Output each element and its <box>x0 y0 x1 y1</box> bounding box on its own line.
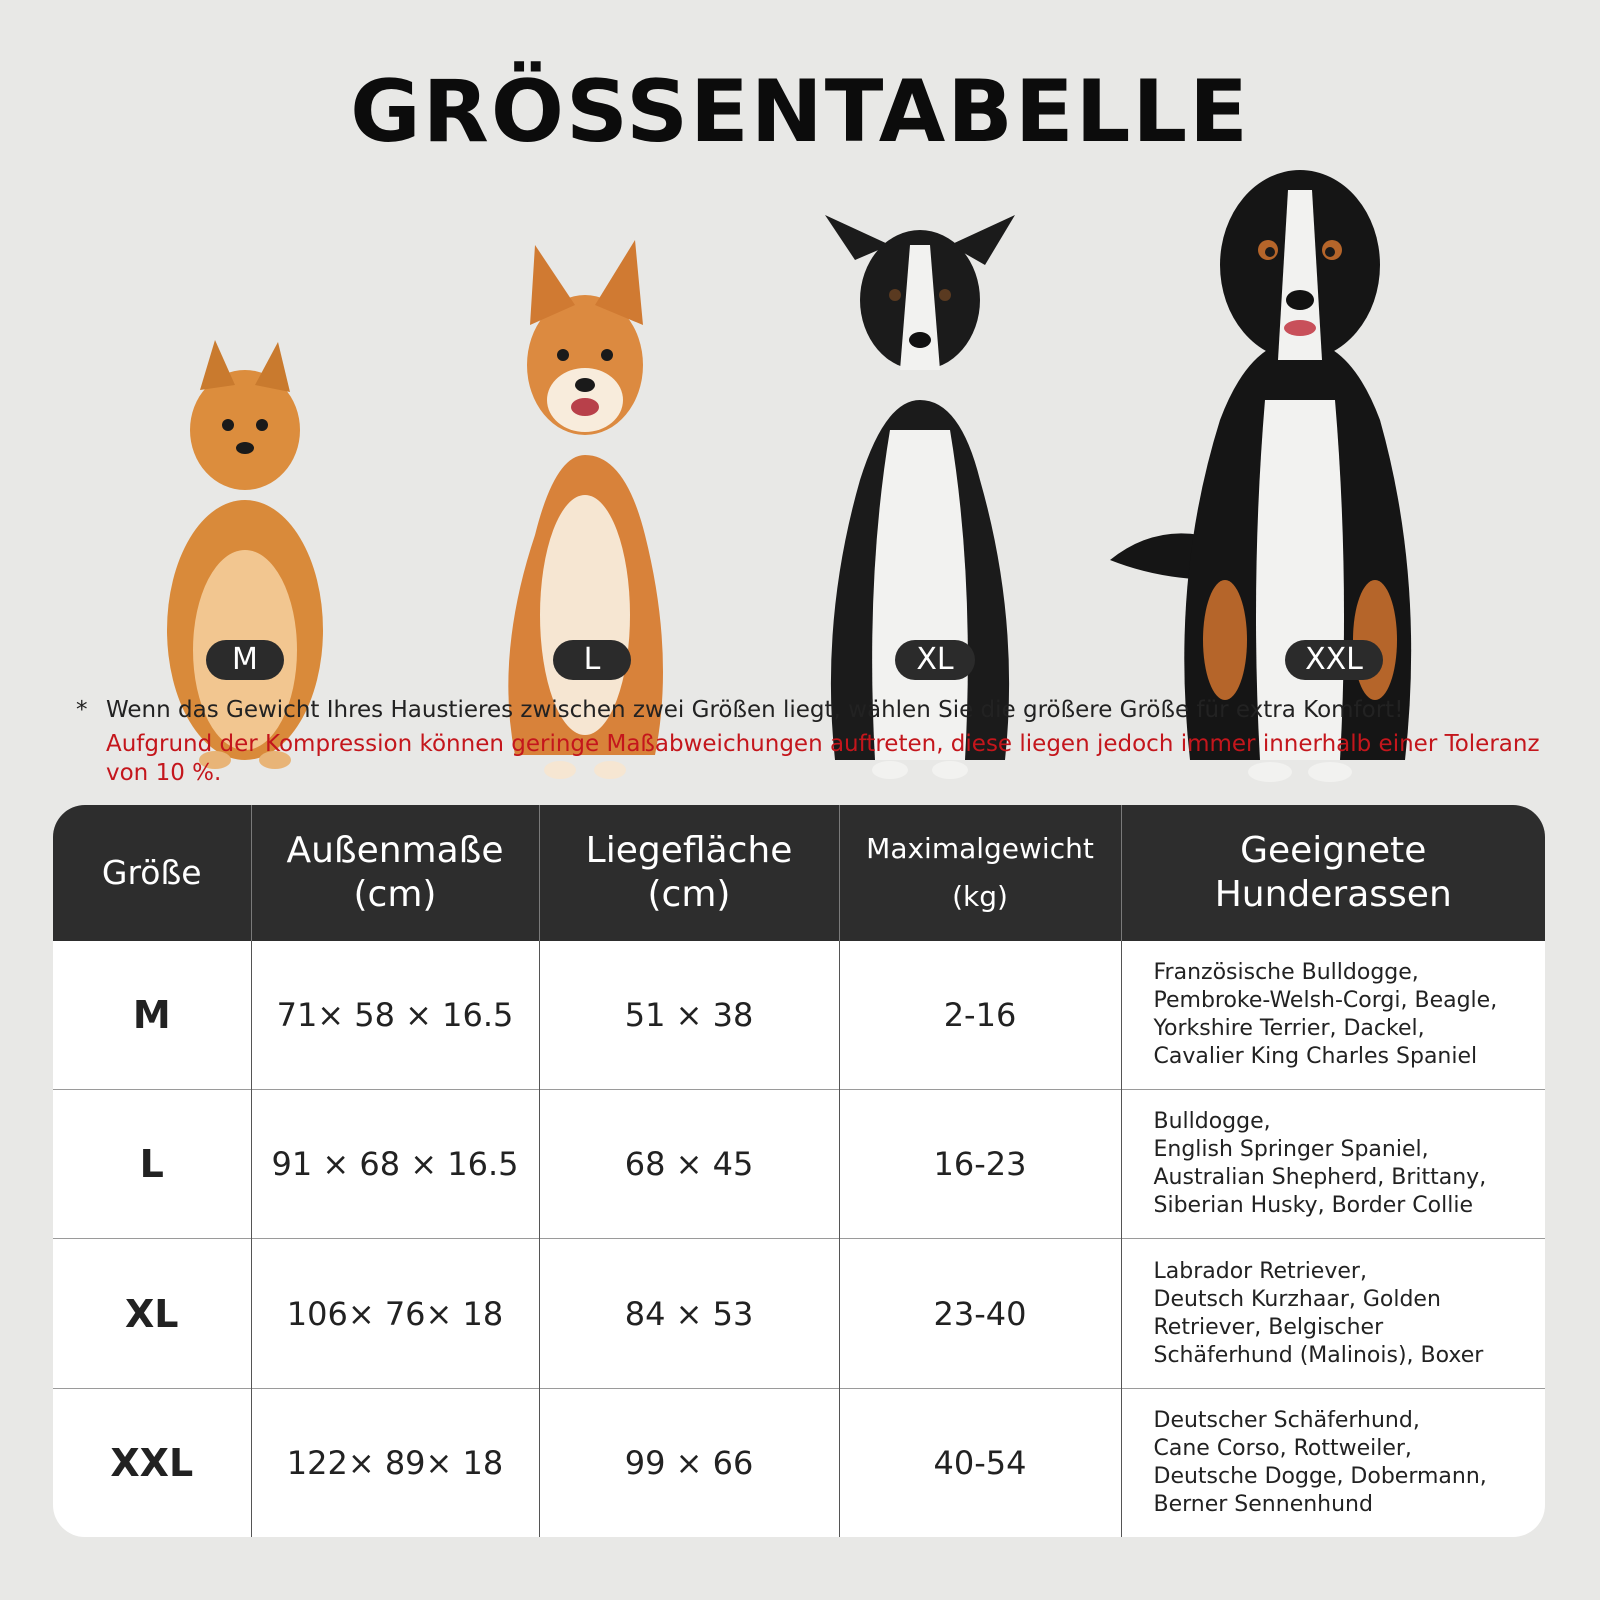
cell-outer-dimensions: 71× 58 × 16.5 <box>251 941 539 1090</box>
cell-breeds: Labrador Retriever, Deutsch Kurzhaar, Golden Retriever, Belgischer Schäferhund (Malinois), Boxer <box>1121 1239 1545 1388</box>
header-lying-area: Liegefläche (cm) <box>539 805 839 941</box>
table-row <box>53 941 1545 1090</box>
cell-lying-area: 68 × 45 <box>539 1090 839 1239</box>
cell-max-weight: 16-23 <box>839 1090 1121 1239</box>
table-row <box>53 1090 1545 1239</box>
cell-size: M <box>132 993 171 1038</box>
cell-size: L <box>139 1142 164 1187</box>
header-max-weight: Maximalgewicht (kg) <box>839 805 1121 941</box>
cell-max-weight: 40-54 <box>839 1388 1121 1537</box>
dog-illustrations <box>0 160 1600 680</box>
header-outer-dimensions: Außenmaße (cm) <box>251 805 539 941</box>
cell-outer-dimensions: 91 × 68 × 16.5 <box>251 1090 539 1239</box>
tolerance-note: Aufgrund der Kompression können geringe Maßabweichungen auftreten, diese liegen jedoch immer innerhalb einer Toleranz von 10 %. <box>106 731 1540 786</box>
cell-lying-area: 51 × 38 <box>539 941 839 1090</box>
header-size: Größe <box>101 853 202 892</box>
size-label-xxl: XXL <box>1285 640 1383 680</box>
size-label-m: M <box>206 640 284 680</box>
table-row <box>53 1239 1545 1388</box>
size-label-xl: XL <box>895 640 975 680</box>
cell-breeds: Bulldogge, English Springer Spaniel, Australian Shepherd, Brittany, Siberian Husky, Border Collie <box>1121 1090 1545 1239</box>
cell-max-weight: 2-16 <box>839 941 1121 1090</box>
cell-lying-area: 99 × 66 <box>539 1388 839 1537</box>
cell-size: XXL <box>110 1440 194 1485</box>
cell-size: XL <box>124 1291 179 1336</box>
size-table <box>53 805 1545 1537</box>
size-label-l: L <box>553 640 631 680</box>
cell-max-weight: 23-40 <box>839 1239 1121 1388</box>
cell-breeds: Französische Bulldogge, Pembroke-Welsh-Corgi, Beagle, Yorkshire Terrier, Dackel, Cavalier King Charles Spaniel <box>1121 941 1545 1090</box>
cell-outer-dimensions: 122× 89× 18 <box>251 1388 539 1537</box>
table-header-row <box>53 805 1545 941</box>
header-suitable-breeds: Geeignete Hunderassen <box>1121 805 1545 941</box>
cell-lying-area: 84 × 53 <box>539 1239 839 1388</box>
cell-outer-dimensions: 106× 76× 18 <box>251 1239 539 1388</box>
cell-breeds: Deutscher Schäferhund, Cane Corso, Rottweiler, Deutsche Dogge, Dobermann, Berner Sennenhund <box>1121 1388 1545 1537</box>
note-marker: * <box>76 697 88 723</box>
table-row <box>53 1388 1545 1537</box>
size-advice-note: Wenn das Gewicht Ihres Haustieres zwischen zwei Größen liegt, wählen Sie die größere Größe für extra Komfort! <box>106 697 1404 723</box>
page-title: GRÖSSENTABELLE <box>350 62 1250 162</box>
